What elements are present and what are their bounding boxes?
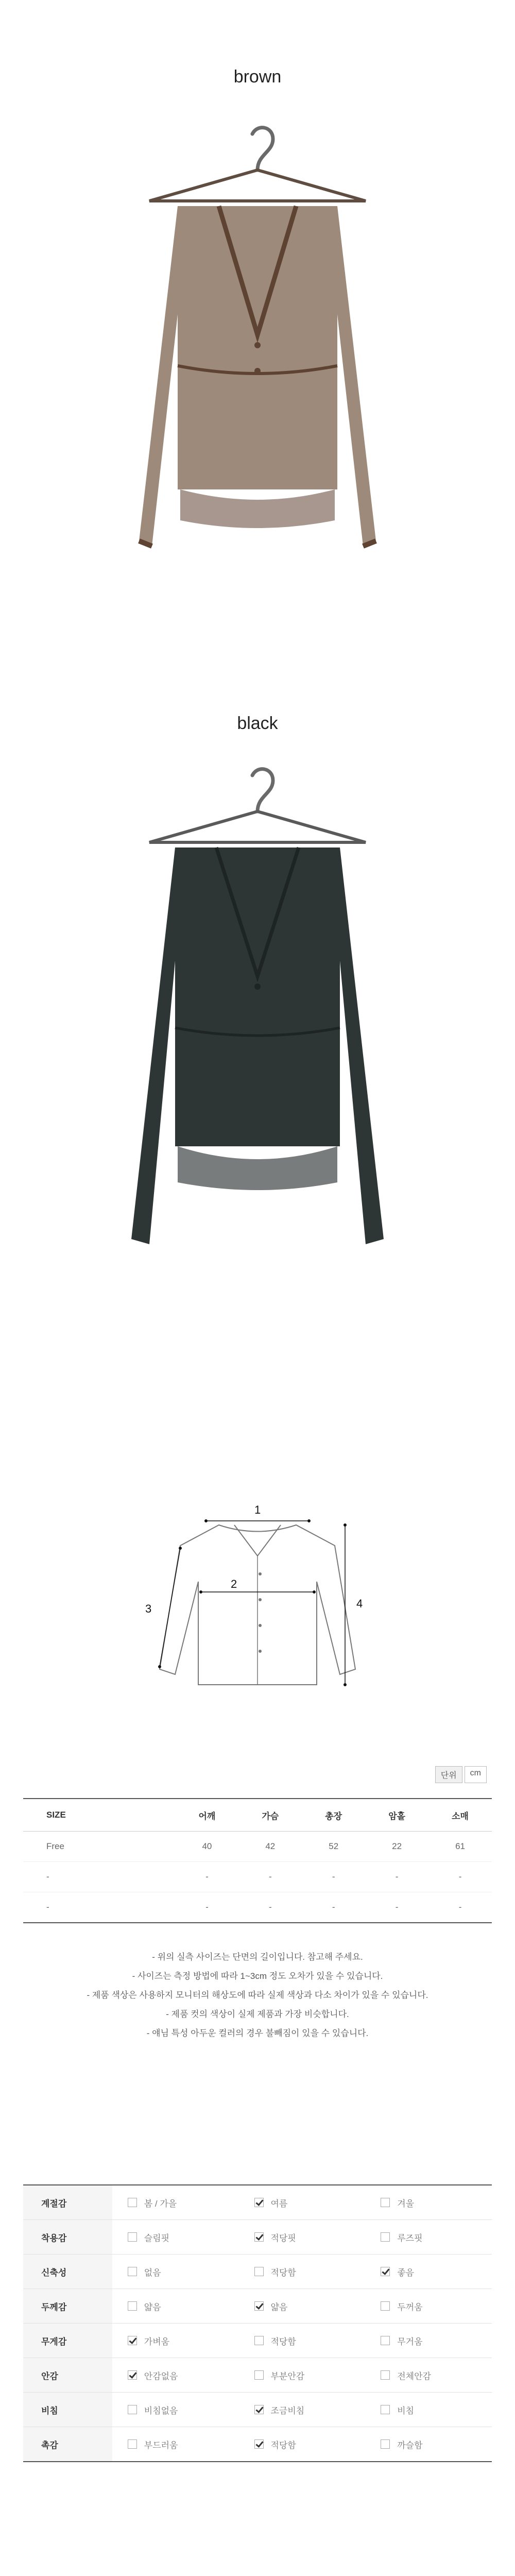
table-cell: - xyxy=(175,1892,238,1923)
unit-label: 단위 xyxy=(435,1766,462,1783)
fit-option xyxy=(239,2289,366,2324)
unit-cm: cm xyxy=(465,1766,487,1783)
fit-row xyxy=(23,2427,492,2462)
fit-option xyxy=(239,2185,366,2220)
fit-option-label: 안감없음 xyxy=(144,2371,178,2381)
color-label-black: black xyxy=(237,714,278,733)
unchecked-box-icon xyxy=(381,2405,390,2414)
table-cell: - xyxy=(175,1862,238,1892)
fit-row xyxy=(23,2324,492,2358)
unchecked-box-icon xyxy=(128,2301,137,2311)
note-line: - 제품 컷의 색상이 실제 제품과 가장 비슷합니다. xyxy=(166,2009,349,2019)
unchecked-box-icon xyxy=(381,2336,390,2345)
fit-option-label: 조금비침 xyxy=(270,2405,305,2416)
diagram-label-3: 3 xyxy=(145,1602,152,1615)
fit-option-label: 얇음 xyxy=(144,2302,161,2312)
table-cell: 61 xyxy=(428,1832,492,1862)
fit-option xyxy=(365,2427,492,2462)
hanger-icon xyxy=(252,128,273,170)
fit-row-label: 계절감 xyxy=(23,2185,112,2220)
fit-option xyxy=(365,2393,492,2427)
fit-option xyxy=(239,2358,366,2393)
unchecked-box-icon xyxy=(254,2370,264,2380)
color-label-brown: brown xyxy=(233,67,282,87)
fit-option-label: 비침 xyxy=(397,2405,415,2416)
fit-option-label: 무거움 xyxy=(397,2336,423,2347)
fit-option xyxy=(365,2185,492,2220)
table-cell: - xyxy=(23,1892,175,1923)
fit-option-label: 슬림핏 xyxy=(144,2233,170,2243)
table-row xyxy=(23,1832,492,1862)
table-cell: - xyxy=(238,1892,302,1923)
fit-row-label: 두께감 xyxy=(23,2289,112,2324)
fit-option-label: 전체안감 xyxy=(397,2371,431,2381)
fit-row-label: 촉감 xyxy=(23,2427,112,2462)
fit-option-label: 없음 xyxy=(144,2267,161,2278)
fit-option xyxy=(239,2220,366,2255)
fit-option-label: 겨울 xyxy=(397,2198,415,2209)
fit-option-label: 여름 xyxy=(270,2198,288,2209)
fit-option-label: 적당함 xyxy=(270,2336,296,2347)
fit-option xyxy=(112,2220,239,2255)
table-cell: - xyxy=(365,1892,428,1923)
checked-box-icon xyxy=(254,2439,264,2449)
fit-row xyxy=(23,2289,492,2324)
fit-option xyxy=(239,2393,366,2427)
table-row xyxy=(23,1892,492,1923)
unchecked-box-icon xyxy=(128,2405,137,2414)
fit-option-label: 루즈핏 xyxy=(397,2233,423,2243)
table-cell: 42 xyxy=(238,1832,302,1862)
size-notes xyxy=(0,1947,515,2043)
size-col-header: 가슴 xyxy=(238,1799,302,1832)
checked-box-icon xyxy=(254,2198,264,2207)
table-cell: - xyxy=(23,1862,175,1892)
note-line: - 사이즈는 측정 방법에 따라 1~3cm 정도 오차가 있을 수 있습니다. xyxy=(132,1971,383,1981)
size-table-header xyxy=(23,1799,492,1832)
checked-box-icon xyxy=(254,2232,264,2242)
table-row xyxy=(23,1862,492,1892)
unchecked-box-icon xyxy=(381,2370,390,2380)
unchecked-box-icon xyxy=(128,2198,137,2207)
unchecked-box-icon xyxy=(381,2439,390,2449)
fit-option-label: 얇음 xyxy=(270,2302,288,2312)
fit-option-label: 가벼움 xyxy=(144,2336,170,2347)
checked-box-icon xyxy=(381,2267,390,2276)
fit-option xyxy=(112,2255,239,2289)
fit-table xyxy=(23,2184,492,2462)
fit-row xyxy=(23,2255,492,2289)
fit-option xyxy=(365,2220,492,2255)
fit-row-label: 무게감 xyxy=(23,2324,112,2358)
table-cell: 40 xyxy=(175,1832,238,1862)
table-cell: Free xyxy=(23,1832,175,1862)
cardigan-photo-brown xyxy=(103,98,412,623)
unchecked-box-icon xyxy=(128,2439,137,2449)
fit-option-label: 봄 / 가을 xyxy=(144,2198,177,2209)
fit-option-label: 좋음 xyxy=(397,2267,415,2278)
table-cell: 52 xyxy=(302,1832,365,1862)
size-table xyxy=(23,1798,492,1923)
fit-row-label: 신축성 xyxy=(23,2255,112,2289)
hanger-icon xyxy=(252,769,273,811)
fit-option-label: 부드러움 xyxy=(144,2440,178,2450)
fit-option xyxy=(239,2255,366,2289)
size-diagram xyxy=(134,1489,381,1716)
fit-option-label: 비침없음 xyxy=(144,2405,178,2416)
fit-row-label: 비침 xyxy=(23,2393,112,2427)
unchecked-box-icon xyxy=(381,2301,390,2311)
fit-option-label: 부분안감 xyxy=(270,2371,305,2381)
fit-row xyxy=(23,2358,492,2393)
fit-option-label: 적당함 xyxy=(270,2440,296,2450)
fit-option-label: 까슬함 xyxy=(397,2440,423,2450)
fit-row xyxy=(23,2220,492,2255)
fit-option xyxy=(112,2393,239,2427)
fit-row-label: 안감 xyxy=(23,2358,112,2393)
diagram-label-2: 2 xyxy=(231,1578,237,1590)
cardigan-photo-black xyxy=(103,744,412,1270)
checked-box-icon xyxy=(254,2405,264,2414)
fit-option xyxy=(365,2289,492,2324)
fit-option xyxy=(112,2358,239,2393)
size-col-header: 총장 xyxy=(302,1799,365,1832)
fit-option xyxy=(112,2289,239,2324)
unit-toggle xyxy=(435,1766,487,1783)
checked-box-icon xyxy=(128,2370,137,2380)
table-cell: - xyxy=(428,1892,492,1923)
size-col-header: 어깨 xyxy=(175,1799,238,1832)
fit-row xyxy=(23,2185,492,2220)
table-cell: - xyxy=(302,1862,365,1892)
table-cell: - xyxy=(365,1862,428,1892)
fit-option xyxy=(365,2324,492,2358)
size-col-header: SIZE xyxy=(23,1799,175,1832)
fit-option xyxy=(365,2255,492,2289)
fit-option-label: 적당함 xyxy=(270,2267,296,2278)
fit-option xyxy=(112,2427,239,2462)
unchecked-box-icon xyxy=(128,2232,137,2242)
note-line: - 제품 색상은 사용하지 모니터의 해상도에 따라 실제 색상과 다소 차이가 있을 수 있습니다. xyxy=(87,1990,428,2000)
table-cell: - xyxy=(428,1862,492,1892)
cardigan-body-black xyxy=(131,848,384,1244)
checked-box-icon xyxy=(254,2301,264,2311)
note-line: - 얘님 특성 아두운 컬러의 경우 불빼짐이 있을 수 있습니다. xyxy=(146,2028,369,2038)
fit-row-label: 착용감 xyxy=(23,2220,112,2255)
size-col-header: 암홀 xyxy=(365,1799,428,1832)
unchecked-box-icon xyxy=(381,2232,390,2242)
fit-option-label: 두꺼움 xyxy=(397,2302,423,2312)
table-cell: - xyxy=(238,1862,302,1892)
unchecked-box-icon xyxy=(381,2198,390,2207)
fit-option xyxy=(239,2427,366,2462)
cardigan-body-brown xyxy=(139,206,376,546)
fit-option xyxy=(365,2358,492,2393)
fit-option xyxy=(112,2324,239,2358)
note-line: - 위의 실측 사이즈는 단면의 길이입니다. 참고해 주세요. xyxy=(152,1952,363,1962)
diagram-label-1: 1 xyxy=(254,1503,261,1516)
diagram-label-4: 4 xyxy=(356,1597,363,1610)
fit-option xyxy=(112,2185,239,2220)
unchecked-box-icon xyxy=(254,2267,264,2276)
fit-option-label: 적당핏 xyxy=(270,2233,296,2243)
table-cell: - xyxy=(302,1892,365,1923)
checked-box-icon xyxy=(128,2336,137,2345)
unchecked-box-icon xyxy=(254,2336,264,2345)
fit-row xyxy=(23,2393,492,2427)
size-col-header: 소매 xyxy=(428,1799,492,1832)
unchecked-box-icon xyxy=(128,2267,137,2276)
fit-option xyxy=(239,2324,366,2358)
table-cell: 22 xyxy=(365,1832,428,1862)
